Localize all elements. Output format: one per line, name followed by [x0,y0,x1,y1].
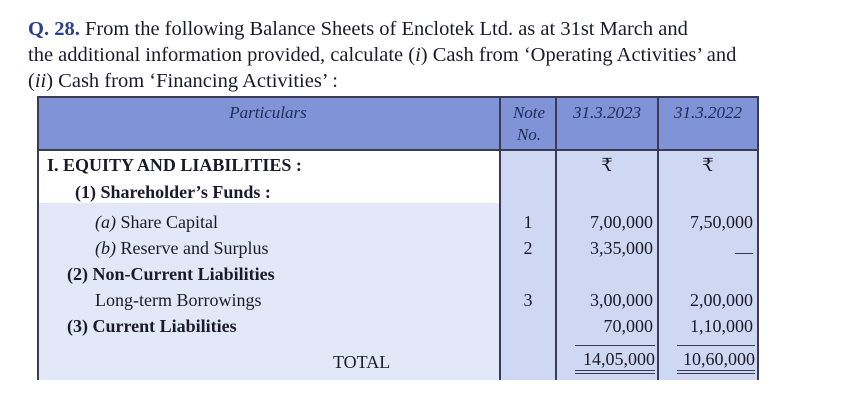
total-2023: 14,05,000 [575,345,655,374]
group-current-liabilities: (3) Current Liabilities [67,316,237,336]
currency-2022: ₹ [702,155,714,175]
ltb-note: 3 [523,290,533,310]
group-shareholders-funds: (1) Shareholder’s Funds : [75,182,271,202]
share-capital-label: Share Capital [116,212,218,232]
currency-2023: ₹ [601,155,613,175]
reserve-2022: — [735,242,753,262]
row-long-term-borrowings: Long-term Borrowings [95,290,262,310]
header-bottom-border [37,149,759,151]
table-left-border [37,96,39,380]
question-line-3a: ( [28,70,35,92]
table-right-border [757,96,759,380]
reserve-2023: 3,35,000 [590,238,653,258]
question-number: Q. 28. [28,18,80,40]
ltb-2023: 3,00,000 [590,290,653,310]
row-share-capital [95,210,218,234]
header-particulars: Particulars [229,103,307,122]
ltb-2022: 2,00,000 [690,290,753,310]
cl-2023: 70,000 [603,316,653,336]
table-top-border [37,96,759,98]
share-capital-note: 1 [523,212,533,232]
question-line-1: From the following Balance Sheets of Enclotek Ltd. as at 31st March and [79,18,688,40]
header-note: Note No. [512,103,546,144]
question-text [28,16,828,94]
cl-2022: 1,10,000 [690,316,753,336]
total-2022: 10,60,000 [677,345,755,374]
reserve-prefix: (b) [95,238,116,258]
share-capital-prefix: (a) [95,212,116,232]
section-equity-liabilities: I. EQUITY AND LIABILITIES : [47,155,302,175]
row-reserve-surplus [95,236,268,260]
roman-ii: ii [34,70,47,92]
header-2022: 31.3.2022 [674,103,742,122]
reserve-note: 2 [523,238,533,258]
share-capital-2022: 7,50,000 [690,212,753,232]
total-label: TOTAL [333,352,391,372]
group-non-current-liabilities: (2) Non-Current Liabilities [67,264,275,284]
question-line-2a: the additional information provided, calculate ( [28,44,416,66]
balance-sheet-table [37,96,759,380]
roman-i: i [415,44,421,66]
question-line-3b: ) Cash from ‘Financing Activities’ : [46,70,338,92]
question-line-2b: ) Cash from ‘Operating Activities’ and [420,44,737,66]
reserve-label: Reserve and Surplus [116,238,269,258]
header-2023: 31.3.2023 [573,103,641,122]
share-capital-2023: 7,00,000 [590,212,653,232]
